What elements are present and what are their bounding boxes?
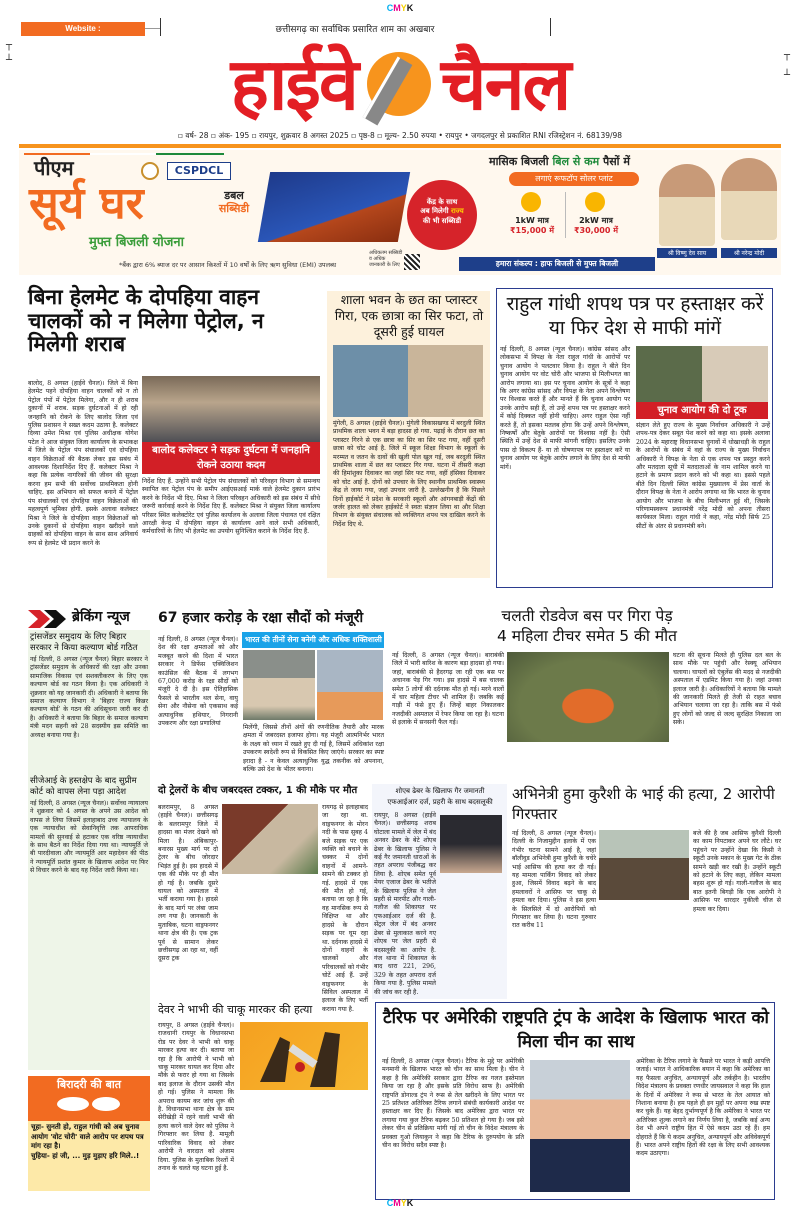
story-body-rahul-cont: संज्ञान लेते हुए राज्य के मुख्य निर्वाचन अधिकारी ने उन्हें शपथ-पत्र देकर सबूत पेश करने को कहा था। इसके अलावा 2024 के महाराष्ट्र विधानसभा चुनावों में धोखाधड़ी के राहुल के आरोपों के संबंध में वहां के राज्य के मुख्य निर्वाचन अधिकारी ने विपक्ष के नेता से एक शपथ पत्र प्रस्तुत करने और मतदाता सूची में मतदाताओं के नाम शामिल करने या हटाने के प्रमाण प्रदान करने को भी कहा था। इससे पहले बीते दिन दिल्ली स्थित कांग्रेस मुख्यालय में प्रेस वार्ता के दौरान विपक्ष के नेता ने आरोप लगाया था कि भारत के चुनाव आयोग और भाजपा के बीच मिलीभगत हुई थी, जिसके परिणामस्वरूप प्रधानमंत्री नरेंद्र मोदी को अपना तीसरा कार्यकाल मिला। राहुल गांधी ने कहा, नरेंद्र मोदी सिर्फ 25 सीटों के अंतर से प्रधानमंत्री बने।: [636, 422, 770, 530]
headline-transgender-board[interactable]: ट्रांसजेंडर समुदाय के लिए बिहार सरकार ने किया कल्याण बोर्ड गठित: [30, 632, 138, 653]
story-body-bus-cont: घटना की सूचना मिलते ही पुलिस दल बल के साथ मौके पर पहुंची और रेस्क्यू अभियान चलाया। घायलों को एंबुलेंस की मदद से नजदीकी अस्पताल में एडमिट किया गया है। जहां उनका इलाज जारी है। अधिकारियों ने बताया कि मामले की जानकारी मिलते ही तेजी से राहत बचाव अभियान चलाया जा रहा है। ताकि बस में फंसे हुए लोगों को जल्द से जल्द सुरक्षित निकाला जा सके।: [673, 652, 781, 727]
pm-surya-ghar-advertisement[interactable]: [19, 150, 781, 275]
story-body-supreme-court: नई दिल्ली, 8 अगस्त (न्यूज चैनल)। सर्वोच्च न्यायालय ने शुक्रवार को 4 अगस्त के अपने उस आदेश को वापस ले लिया जिसमें इलाहाबाद उच्च न्यायालय के एक न्यायाधीश को सेवानिवृत्ति तक आपराधिक मामलों की सुनवाई से हटाकर एक वरिष्ठ न्यायाधीश के साथ बैठने का निर्देश दिया गया था। न्यायमूर्ति जे बी पारदीवाला और न्यायमूर्ति आर महादेवन की पीठ ने न्यायमूर्ति प्रशांत कुमार के खिलाफ आदेश पर फिर से विचार करने के बाद यह निर्देश जारी किया था।: [30, 800, 148, 875]
bus-accident-photo: [507, 652, 669, 742]
asif-qureshi-photo: [599, 830, 689, 900]
tricolor-bar: [24, 153, 224, 155]
cartoon-line-female-mouse: चुहिया- हां जी, ... मुड़ मुड़ाए हरि मिले..!: [31, 1151, 140, 1160]
ad-monthly-bill-heading: मासिक बिजली बिल से कम पैसों में: [489, 155, 630, 168]
story-body-transgender-board: नई दिल्ली, 8 अगस्त (न्यूज चैनल) बिहार सरकार ने ट्रांसजेंडर समुदाय के अधिकारों की रक्षा और उनका सामाजिक विकास एवं सशक्तीकरण के लिए एक कल्याण बोर्ड का गठन किया है। एक अधिकारी ने शुक्रवार को यह जानकारी दी। अधिकारी ने बताया कि समाज कल्याण विभाग ने 'बिहार राज्य किन्नर कल्याण बोर्ड' के गठन की अधिसूचना जारी कर दी है। अधिकारी ने बताया कि बिहार के समाज कल्याण मंत्री मदन सहनी को 28 सदस्यीय इस समिति का अध्यक्ष बनाया गया है।: [30, 656, 148, 739]
cm-name: श्री विष्णु देव साय: [657, 248, 717, 258]
ad-surya-ghar-title: सूर्य घर: [29, 178, 144, 229]
headline-school[interactable]: शाला भवन के छत का प्लास्टर गिरा, एक छात्रा का सिर फटा, तो दूसरी हुई घायल: [334, 292, 484, 339]
bulb-icon: [585, 192, 605, 212]
divider: [160, 18, 161, 36]
story-body-tariff-cont: अमेरिका के टैरिफ लगाने के फैसले पर भारत ने कड़ी आपत्ति जताई। भारत ने आधिकारिक बयान में कहा कि अमेरिका का यह फैसला अनुचित, अन्यायपूर्ण और तर्कहीन है। भारतीय विदेश मंत्रालय के प्रवक्ता रणधीर जायसवाल ने कहा कि हाल के दिनों में अमेरिका ने रूस से भारत के तेल आयात को निशाना बनाया है। हम पहले ही इन मुद्दों पर अपना रुख स्पष्ट कर चुके हैं। यह बेहद दुर्भाग्यपूर्ण है कि अमेरिका ने भारत पर अतिरिक्त शुल्क लगाने का निर्णय लिया है, जबकि कई अन्य देश भी अपने राष्ट्रीय हित में ऐसे कदम उठा रहे हैं। हम दोहराते हैं कि ये कदम अनुचित, अन्यायपूर्ण और अविवेकपूर्ण हैं। भारत अपने राष्ट्रीय हितों की रक्षा के लिए सभी आवश्यक कदम उठाएगा।: [636, 1058, 770, 1158]
photo-caption-rahul: चुनाव आयोग की दो टूक: [636, 402, 768, 419]
issue-info-line: ▫ वर्ष- 28 ▫ अंक- 195 ▫ रायपुर, शुक्रवार 8 अगस्त 2025 ▫ पृष्ठ-8 ▫ मूल्य- 2.50 रुपया • रायपुर • जगदलपुर से प्रकाशित RNI रजिस्ट्रेशन नं. 68139/98: [177, 131, 623, 140]
defence-subhead-banner: भारत की तीनों सेना बनेगी और अधिक शक्तिशाली: [242, 632, 384, 648]
shoaib-photo: [440, 815, 502, 873]
rooftop-solar-pill: लगाएं रूफटॉप सोलर प्लांट: [509, 172, 639, 186]
crop-mark-icon: ┬: [784, 50, 791, 61]
cmyk-print-mark-bottom: CMYK: [386, 1198, 414, 1208]
logo-text-right: चैनल: [440, 42, 570, 126]
road-logo-icon: [367, 52, 431, 116]
story-body-bus: नई दिल्ली, 8 अगस्त (न्यूज चैनल)। बाराबंकी जिले में भारी बारिश के कारण बड़ा हादसा हो गया। जहां, बाराबंकी से हैदरगढ़ जा रही एक बस पर अचानक पेड़ गिर गया। इस हादसे में बस चालक समेत 5 लोगों की दर्दनाक मौत हो गई। मरने वालों में चार महिला टीचर भी शामिल हैं। जबकि कई गाड़ी में फंसे हुए हैं। जिन्हें बाहर निकालकर नजदीकी अस्पताल में रेफर किया जा रहा है। घटना से इलाके में सनसनी फैल गई।: [392, 652, 504, 727]
pm-name: श्री नरेन्द्र मोदी: [721, 248, 777, 258]
story-body-huma: नई दिल्ली, 8 अगस्त (न्यूज चैनल)। दिल्ली के निजामुद्दीन इलाके में एक गंभीर घटना सामने आई है, जहां बॉलीवुड अभिनेत्री हुमा कुरैशी के चचेरे भाई आसिफ की हत्या कर दी गई। यह मामला पार्किंग विवाद को लेकर हुआ, जिसमें विवाद बढ़ने के बाद हमलावरों ने आसिफ पर चाकू से हमला कर दिया। पुलिस ने इस हत्या के सिलसिले में दो आरोपियों को गिरफ्तार कर लिया है। घटना गुरुवार रात करीब 11: [512, 830, 596, 930]
headline-trailer[interactable]: दो ट्रेलरों के बीच जबरदस्त टक्कर, 1 की मौके पर मौत: [158, 785, 358, 796]
modi-tanks-photo: [243, 650, 315, 720]
crop-mark-icon: ┬: [6, 40, 13, 51]
crop-mark-icon: ┴: [784, 70, 791, 81]
crop-mark-icon: ┴: [6, 55, 13, 66]
trump-photo: [530, 1060, 630, 1192]
election-commission-photo: [636, 346, 768, 402]
double-subsidy-label: डबल सब्सिडी: [218, 189, 250, 215]
headline-rahul[interactable]: राहुल गांधी शपथ पत्र पर हस्ताक्षर करें या फिर देश से माफी मांगें: [506, 293, 764, 339]
ad-pm-text: पीएम: [34, 156, 74, 180]
collector-meeting-photo: [142, 376, 320, 442]
qr-caption: अधिकतम सब्सिडी व अधिक जानकारी के लिए: [369, 250, 403, 268]
headline-shoaib[interactable]: शोएब ढेबर के खिलाफ गैर जमानती एफआईआर दर्ज, प्रहरी के साथ बदसलूकी: [387, 787, 493, 806]
story-body-rahul: नई दिल्ली, 8 अगस्त (न्यूज चैनल)। कांग्रेस सांसद और लोकसभा में विपक्ष के नेता राहुल गांधी के आरोपों पर चुनाव आयोग ने पलटवार किया है। राहुल ने बीते दिन चुनाव आयोग पर वोट चोरी और भाजपा से मिलीभगत का आरोप लगाया था। इस पर चुनाव आयोग के सूत्रों ने कहा कि अगर कांग्रेस सांसद और विपक्ष के नेता अपने विश्लेषण पर विश्वास करते हैं और मानते हैं कि चुनाव आयोग पर उनके आरोप सही हैं, तो उन्हें शपथ पत्र पर हस्ताक्षर करने में कोई दिक्कत नहीं होनी चाहिए। अगर राहुल ऐसा नहीं करते हैं, तो इसका मतलब होगा कि उन्हें अपने विश्लेषण, निष्कर्षों और बेतुके आरोपों पर विश्वास नहीं है। ऐसी स्थिति में उन्हें देश से माफी मांगनी चाहिए। इसलिए उनके पास दो विकल्प हैं- या तो घोषणापत्र पर हस्ताक्षर करें या चुनाव आयोग पर बेतुके आरोप लगाने के लिए देश से माफी मांगें।: [500, 346, 630, 471]
cartoon-dialogue: [28, 1121, 150, 1191]
cartoon-panel: [28, 1076, 150, 1121]
ad-yojana-name: मुफ्त बिजली योजना: [89, 235, 184, 250]
cartoon-title: बिरादरी की बात: [56, 1078, 122, 1091]
divider: [550, 18, 551, 36]
headline-devar[interactable]: देवर ने भाभी की चाकू मारकर की हत्या: [158, 1003, 313, 1016]
newspaper-logo[interactable]: [130, 38, 670, 130]
headline-huma[interactable]: अभिनेत्री हुमा कुरैशी के भाई की हत्या, 2 आरोपी गिरफ्तार: [512, 785, 775, 823]
kw2-price: 2kW मात्र ₹30,000 में: [573, 216, 618, 235]
cspdcl-logo: CSPDCL: [167, 162, 231, 180]
story-body-trailer-cont: रायगढ़ से इलाहाबाद जा रहा था. वाड्रफनगर के मोरन नदी के पास सुबह 4 बजे सड़क पर एक व्यक्ति को बचाने के चक्कर में दोनों वाहनों में आमने-सामने की टक्कर हो गई. हादसे में एक की मौत हो गई, बताया जा रहा है कि वह मानसिक रूप से विक्षिप्त था और हादसे के दौरान सड़क पर घूम रहा था. दर्दनाक हादसे में दोनों वाहनों के चालकों और परिचालकों को गंभीर चोटें आई हैं. उन्हें वाड्रफनगर के सिविल अस्पताल में इलाज के लिए भर्ती कराया गया है.: [322, 804, 368, 1013]
mice-cartoon-icon: [28, 1092, 150, 1114]
solar-roof-image: [258, 172, 410, 242]
missile-launch-photo: [317, 650, 383, 720]
story-body-devar: रायपुर, 8 अगस्त (हाईवे चैनल)। राजधानी रायपुर के विधानसभा रोड पर देवर ने भाभी को चाकू मारकर हत्या कर दी। बताया जा रहा है कि आरोपी ने भाभी को चाकू मारकर घायल कर दिया और मौके से फरार हो गया था जिसके बाद इलाज के दौरान उसकी मौत हो गई। पुलिस ने मामला कि अपराध कायम कर जांच शुरू की है. विधानसभा थाना क्षेत्र के ग्राम सेरीखेड़ी में रहने वाली भाभी की हत्या करने वाले देवर को पुलिस ने गिरफ्तार कर लिया है. मामूली पारिवारिक विवाद को लेकर आरोपी ने वारदात को अंजाम दिया. पुलिस के मुताबिक रिश्तों में तनाव के चलते यह घटना हुई है.: [158, 1022, 234, 1172]
breaking-news-label: ब्रेकिंग न्यूज: [72, 609, 130, 625]
masthead-tagline: छत्तीसगढ़ का सर्वाधिक प्रसारित शाम का अखबार: [275, 25, 435, 35]
trailer-crash-photo: [222, 804, 318, 874]
injured-students-photo: [333, 345, 483, 417]
ad-emi-footnote: *बैंक द्वारा 6% ब्याज दर पर आसान किश्तों में 10 वर्षों के लिए ऋण सुविधा (EMI) उपलब्ध: [119, 261, 337, 269]
state-subsidy-badge: केंद्र के साथ अब मिलेगी राज्य की भी सब्सिडी: [407, 180, 477, 250]
story-body-shoaib: रायपुर, 8 अगस्त (हाईवे चैनल)। छत्तीसगढ़ शराब घोटाला मामले में जेल में बंद अनवर ढेबर के बेटे शोएब ढेबर के खिलाफ पुलिस ने कई गैर जमानती धाराओं के तहत अपराध पंजीबद्ध कर लिया है. शोएब समेत पूर्व मेयर एजाज ढेबर के भतीजे के खिलाफ पुलिस ने जेल प्रहरी से मारपीट और गाली-गलौज की शिकायत पर एफआईआर दर्ज की है. सेंट्रल जेल में बंद अनवर ढेबर से मुलाकात करने गए शोएब पर जेल प्रहरी से बदसलूकी का आरोप है. गंज थाना में शिकायत के बाद धारा 221, 296, 329 के तहत अपराध दर्ज किया गया है. पुलिस मामले की जांच कर रही है.: [374, 812, 436, 996]
bulb-icon: [521, 192, 541, 212]
website-link[interactable]: Website : www.highwaychannel.in: [21, 22, 145, 36]
story-body-huma-cont: बजे की है जब आसिफ कुरैशी दिल्ली का काम निपटाकर अपने घर लौटे। घर पहुंचने पर उन्होंने देखा कि किसी ने स्कूटी उनके मकान के मुख्य गेट के ठीक सामने खड़ी कर रखी है। उन्होंने स्कूटी को हटाने के लिए कहा, लेकिन मामला बहस शुरू हो गई। गाली-गलौज के बाद बात इतनी बिगड़ी कि एक आरोपी ने आसिफ पर धारदार नुकीली चीज से हमला कर दिया।: [693, 830, 781, 913]
ad-sankalp-banner: हमारा संकल्प : हाफ बिजली से मुफ्त बिजली: [459, 257, 655, 271]
story-body-defence: नई दिल्ली, 8 अगस्त (न्यूज चैनल)। देश की रक्षा क्षमताओं को और मजबूत करने की दिशा में भारत सरकार ने डिफेंस एक्विजिशन काउंसिल की बैठक में लगभग 67,000 करोड़ के रक्षा सौदों को मंजूरी दे दी है। इस ऐतिहासिक फैसले से भारतीय थल सेना, वायु सेना और नौसेना को एकसाथ कई अत्याधुनिक हथियार, निगरानी उपकरण और रक्षा प्रणालियां: [158, 636, 238, 728]
story-body-helmet: बालोद, 8 अगस्त (हाईवे चैनल)। जिले में बिना हेलमेट पहने दोपहिया वाहन चालकों को न तो पेट्रोल पंपों में पेट्रोल मिलेगा, और न ही शराब दुकानों में शराब. सड़क दुर्घटनाओं में हो रही जनहानि को रोकने के लिए बालोद जिला एवं पुलिस प्रशासन ने सख्त कदम उठाया है. कलेक्टर दिव्या उमेश मिश्रा एवं पुलिस अधीक्षक योगेश पटेल ने आज संयुक्त जिला कार्यालय के सभाकक्ष में जिले के पेट्रोल पंप संचालकों एवं दोपहिया वाहन विक्रेताओं की बैठक लेकर इस सबंध में आवश्यक दिशानिर्देश दिए हैं. कलेक्टर मिश्रा ने कहा कि प्रत्येक नागरिकों की जीवन की सुरक्षा करना हम सभी की सर्वोच्च प्राथमिकता होनी चाहिए. इस अभियान को सफल बनाने में पेट्रोल पंप संचालकों एवं दोपहिया वाहन विक्रेताओं की महत्वपूर्ण भूमिका होगी. इसके अलावा कलेक्टर मिश्रा ने जिले के दोपहिया वाहन विक्रेताओं को उनके दुकानों से दोपहिया वाहन खरीदने वाले ग्राहकों को दोपहिया वाहन के साथ साथ अनिवार्य रूप से हेलमेट भी प्रदान करने के: [28, 380, 138, 547]
pm-portrait: [721, 158, 777, 240]
qr-code-icon[interactable]: [404, 254, 420, 270]
story-body-tariff: नई दिल्ली, 8 अगस्त (न्यूज चैनल)। टैरिफ के मुद्दे पर अमेरिकी मनमानी के खिलाफ भारत को चीन का साथ मिला है। चीन ने कहा है कि अमेरिकी सरकार द्वारा टैरिफ का गलत इस्तेमाल किया जा रहा है और इसके प्रति विरोध साफ है। अमेरिकी राष्ट्रपति डोनाल्ड ट्रंप ने रूस से तेल खरीदने के लिए भारत पर 25 प्रतिशत अतिरिक्त टैरिफ लगाने संबंधी कार्यकारी आदेश पर हस्ताक्षर कर दिए हैं। जिसके बाद अमेरिका द्वारा भारत पर लगाया गया कुल टैरिफ बढ़कर 50 प्रतिशत हो गया है। जब इसे लेकर चीन से प्रतिक्रिया मांगी गई तो चीन के विदेश मंत्रालय के प्रवक्ता गुओ जियाकुन ने कहा कि टैरिफ के दुरुपयोग के प्रति चीन का विरोध सदैव स्पष्ट है।: [382, 1058, 524, 1150]
headline-defence[interactable]: 67 हजार करोड़ के रक्षा सौदों को मंजूरी: [158, 610, 364, 626]
story-body-helmet-cont: निर्देश दिए हैं. उन्होंने सभी पेट्रोल पंप संचालकों को परिवहन विभाग से समन्वय स्थापित कर पेट्रोल पंप के समीप आईएसआई मार्क वाले हेलमेट दुकान प्रारंभ करने के निर्देश भी दिए. मिश्रा ने जिला परिवहन अधिकारी को इस संबंध में सीधे जरूरी कार्रवाई करने के निर्देश दिए हैं. कलेक्टर मिश्रा ने संयुक्त जिला कार्यालय परिसर स्थित कलेक्टोरेट एवं पुलिस कार्यालय के अलावा जिला पंचायत एवं रक्षित आरक्षी केन्द्र में दोपहिया वाहन से कार्यालय आने वाले सभी अधिकारी, कर्मचारियों के लिए भी हेलमेट का उपयोग सुनिश्चित कराने के निर्देश दिए हैं.: [142, 478, 320, 536]
cmyk-print-mark: CMYK: [386, 3, 414, 13]
story-body-school: मुंगेली, 8 अगस्त (हाईवे चैनल)। मुंगेली विकासखण्ड में बरदुली स्थित प्राथमिक शाला भवन में बड़ा हादसा हो गया. पढ़ाई के दौरान छत का प्लास्टर गिरने से एक छात्रा का सिर का सिर फट गया, वहीं दूसरी छात्रा को चोट आई है. जिले में स्कूल शिक्षा विभाग के स्कूलों के मरम्मत व जतन के दावों की खुली पोल खुल गई, जब बरदुली स्थित प्राथमिक शाला में छत का प्लास्टर गिर गया. घटना में तीसरी कक्षा की हिमांशुका दिवाकर का जहां सिर फट गया, वहीं हंसिका दिवाकर को चोट आई है. दोनों को उपचार के लिए स्थानीय प्राथमिक स्वास्थ्य केंद्र ले जाया गया, जहां उपचार जारी है. उल्लेखनीय है कि पिछले दिनों हाईकोर्ट ने प्रदेश के सरकारी स्कूलों और आंगनबाड़ी केंद्रों की जर्जर हालत को लेकर हाईकोर्ट ने स्वतः संज्ञान लिया था और शिक्षा विभाग के संयुक्त संचालक को व्यक्तिगत शपथ पत्र दाखिल करने के निर्देश दिए थे.: [333, 420, 485, 528]
headline-helmet[interactable]: बिना हेलमेट के दोपहिया वाहन चालकों को न मिलेगा पेट्रोल, न मिलेगी शराब: [28, 285, 264, 357]
photo-caption-helmet: बालोद कलेक्टर ने सड़क दुर्घटना में जनहानि रोकने उठाया कदम: [142, 442, 320, 474]
knife-crime-illustration: [240, 1022, 368, 1090]
headline-tariff[interactable]: टैरिफ पर अमेरिकी राष्ट्रपति ट्रंप के आदेश के खिलाफ भारत को मिला चीन का साथ: [383, 1008, 769, 1052]
cartoon-line-mouse: चूहा- सुनती हो, राहुल गांधी को अब चुनाव आयोग 'वोट चोरी' वाले आरोप पर शपथ पत्र मांग रहा है।: [31, 1123, 144, 1150]
headline-bus[interactable]: चलती रोडवेज बस पर गिरा पेड़ 4 महिला टीचर समेत 5 की मौत: [497, 607, 677, 645]
breaking-chevron-icon: [28, 610, 68, 628]
story-body-trailer: बलरामपुर, 8 अगस्त (हाईवे चैनल)। छत्तीसगढ़ के बलरामपुर जिले में हादसा का मंजर देखने को मिला है। अंबिकापुर-बनारस मुख्य मार्ग पर दो ट्रेलर के बीच जोरदार भिड़ंत हुई है। इस हादसे में एक की मौके पर ही मौत हो गई है। जबकि दूसरे घायल को अस्पताल में भर्ती कराया गया है। हादसे के बाद मार्ग पर लंबा जाम लग गया है। जानकारी के मुताबिक, घटना वाड्रफनगर थाना क्षेत्र की है। एक ट्रक पूर्व से सामान लेकर छत्तीसगढ़ आ रहा था, वहीं दूसरा ट्रक: [158, 804, 218, 963]
divider: [145, 28, 160, 29]
divider: [565, 192, 566, 238]
story-body-defence-2: मिलेंगी, जिससे तीनों अंगों की रणनीतिक तैयारी और मारक क्षमता में जबरदस्त इजाफा होगा। यह मंजूरी आत्मनिर्भर भारत के लक्ष्य को ध्यान में रखते हुए दी गई है, जिसमें अधिकांश रक्षा उपकरण स्वदेशी रूप से विकसित किए जाएंगे। सरकार का स्पष्ट इरादा है - न केवल अत्याधुनिक युद्ध तकनीक को अपनाना, बल्कि उसे देश के भीतर बनाना।: [243, 724, 384, 774]
logo-text-left: हाईवे: [230, 42, 357, 126]
headline-supreme-court[interactable]: सीजेआई के हस्तक्षेप के बाद सुप्रीम कोर्ट को वापस लेना पड़ा आदेश: [30, 776, 137, 797]
cm-portrait: [659, 164, 715, 246]
masthead-divider-bar: [19, 144, 781, 148]
kw1-price: 1kW मात्र ₹15,000 में: [509, 216, 554, 235]
